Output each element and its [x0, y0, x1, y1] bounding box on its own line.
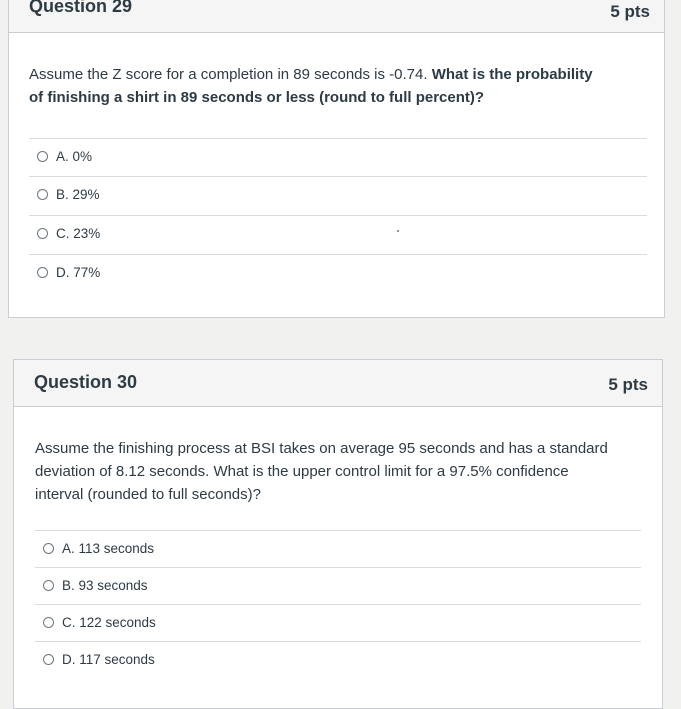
question-29-answer-b[interactable] [29, 176, 647, 212]
radio-button[interactable] [43, 654, 54, 665]
radio-button[interactable] [37, 228, 48, 239]
question-29-points: 5 pts [610, 2, 650, 21]
question-30-card [13, 359, 663, 709]
question-30-points: 5 pts [608, 375, 648, 394]
radio-button[interactable] [43, 580, 54, 591]
question-29-answer-a[interactable] [29, 138, 647, 174]
question-30-answer-b[interactable] [35, 567, 641, 603]
question-30-text-line-3: interval (rounded to full seconds)? [35, 486, 261, 503]
question-29-header [9, 0, 664, 33]
radio-button[interactable] [37, 267, 48, 278]
question-30-text-line-1: Assume the finishing process at BSI takes on average 95 seconds and has a standard [35, 440, 608, 457]
answer-label: B. 29% [56, 187, 100, 202]
question-30-answer-c[interactable] [35, 604, 641, 640]
answer-label: A. 113 seconds [62, 541, 155, 556]
radio-button[interactable] [37, 189, 48, 200]
question-29-title: Question 29 [29, 0, 133, 16]
answer-label: C. 122 seconds [62, 615, 156, 630]
question-29-text-bold-2: of finishing a shirt in 89 seconds or less (round to full percent)? [29, 89, 485, 106]
radio-button[interactable] [43, 617, 54, 628]
question-30-title: Question 30 [34, 372, 138, 392]
answer-label: A. 0% [56, 149, 93, 164]
question-30-answer-d[interactable] [35, 641, 641, 677]
answer-label: B. 93 seconds [62, 578, 148, 593]
question-29-text-plain: Assume the Z score for a completion in 89 seconds is -0.74. [29, 66, 432, 83]
answer-label: C. 23% [56, 226, 101, 241]
radio-button[interactable] [37, 151, 48, 162]
question-29-card [8, 0, 665, 318]
question-29-answer-d[interactable] [29, 254, 647, 290]
cursor-dot [397, 230, 399, 232]
radio-button[interactable] [43, 543, 54, 554]
question-29-answer-c[interactable] [29, 215, 647, 251]
question-30-answer-a[interactable] [35, 530, 641, 566]
question-29-text [29, 63, 649, 109]
question-30-text [35, 437, 655, 506]
question-30-header [14, 360, 662, 407]
question-30-text-line-2: deviation of 8.12 seconds. What is the upper control limit for a 97.5% confidence [35, 463, 569, 480]
question-29-text-bold-1: What is the probability [431, 66, 593, 83]
answer-label: D. 77% [56, 265, 101, 280]
answer-label: D. 117 seconds [62, 652, 155, 667]
